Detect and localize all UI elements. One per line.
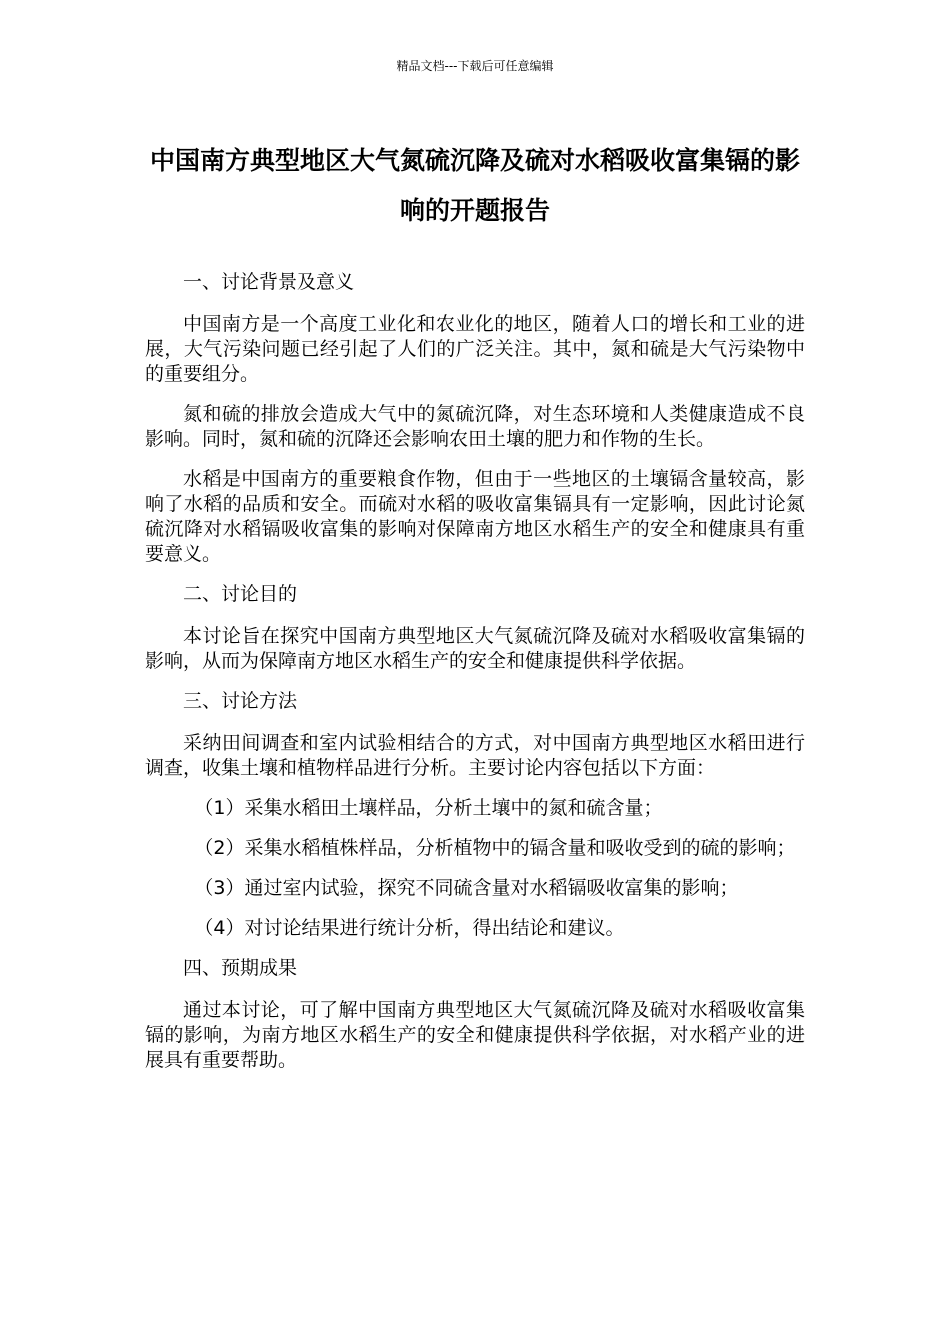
section-heading-background: 一、讨论背景及意义	[183, 271, 355, 293]
paragraph-purpose: 本讨论旨在探究中国南方典型地区大气氮硫沉降及硫对水稻吸收富集镉的影响，从而为保障南方地区水稻生产的安全和健康提供科学依据。	[145, 625, 805, 672]
section-heading-purpose: 二、讨论目的	[183, 583, 298, 605]
paragraph-background-1: 中国南方是一个高度工业化和农业化的地区，随着人口的增长和工业的进展，大气污染问题已经引起了人们的广泛关注。其中，氮和硫是大气污染物中的重要组分。	[145, 313, 805, 385]
header-note: 精品文档---下载后可任意编辑	[396, 59, 554, 73]
paragraph-background-3: 水稻是中国南方的重要粮食作物，但由于一些地区的土壤镉含量较高，影响了水稻的品质和安全。而硫对水稻的吸收富集镉具有一定影响，因此讨论氮硫沉降对水稻镉吸收富集的影响对保障南方地区水稻生产的安全和健康具有重要意义。	[145, 468, 805, 565]
paragraph-outcomes: 通过本讨论，可了解中国南方典型地区大气氮硫沉降及硫对水稻吸收富集镉的影响，为南方地区水稻生产的安全和健康提供科学依据，对水稻产业的进展具有重要帮助。	[145, 999, 805, 1071]
method-item-2: （2）采集水稻植株样品，分析植物中的镉含量和吸收受到的硫的影响；	[194, 837, 796, 859]
section-heading-methods: 三、讨论方法	[183, 690, 298, 712]
paragraph-methods: 采纳田间调查和室内试验相结合的方式，对中国南方典型地区水稻田进行调查，收集土壤和植物样品进行分析。主要讨论内容包括以下方面：	[145, 732, 805, 779]
method-item-3: （3）通过室内试验，探究不同硫含量对水稻镉吸收富集的影响；	[194, 877, 739, 899]
method-item-4: （4）对讨论结果进行统计分析，得出结论和建议。	[194, 917, 625, 939]
document-title: 中国南方典型地区大气氮硫沉降及硫对水稻吸收富集镉的影响的开题报告	[149, 146, 800, 225]
document-body	[145, 270, 805, 1088]
paragraph-background-2: 氮和硫的排放会造成大气中的氮硫沉降，对生态环境和人类健康造成不良影响。同时，氮和硫的沉降还会影响农田土壤的肥力和作物的生长。	[145, 403, 805, 450]
method-item-1: （1）采集水稻田土壤样品，分析土壤中的氮和硫含量；	[194, 797, 663, 819]
section-heading-outcomes: 四、预期成果	[183, 957, 298, 979]
